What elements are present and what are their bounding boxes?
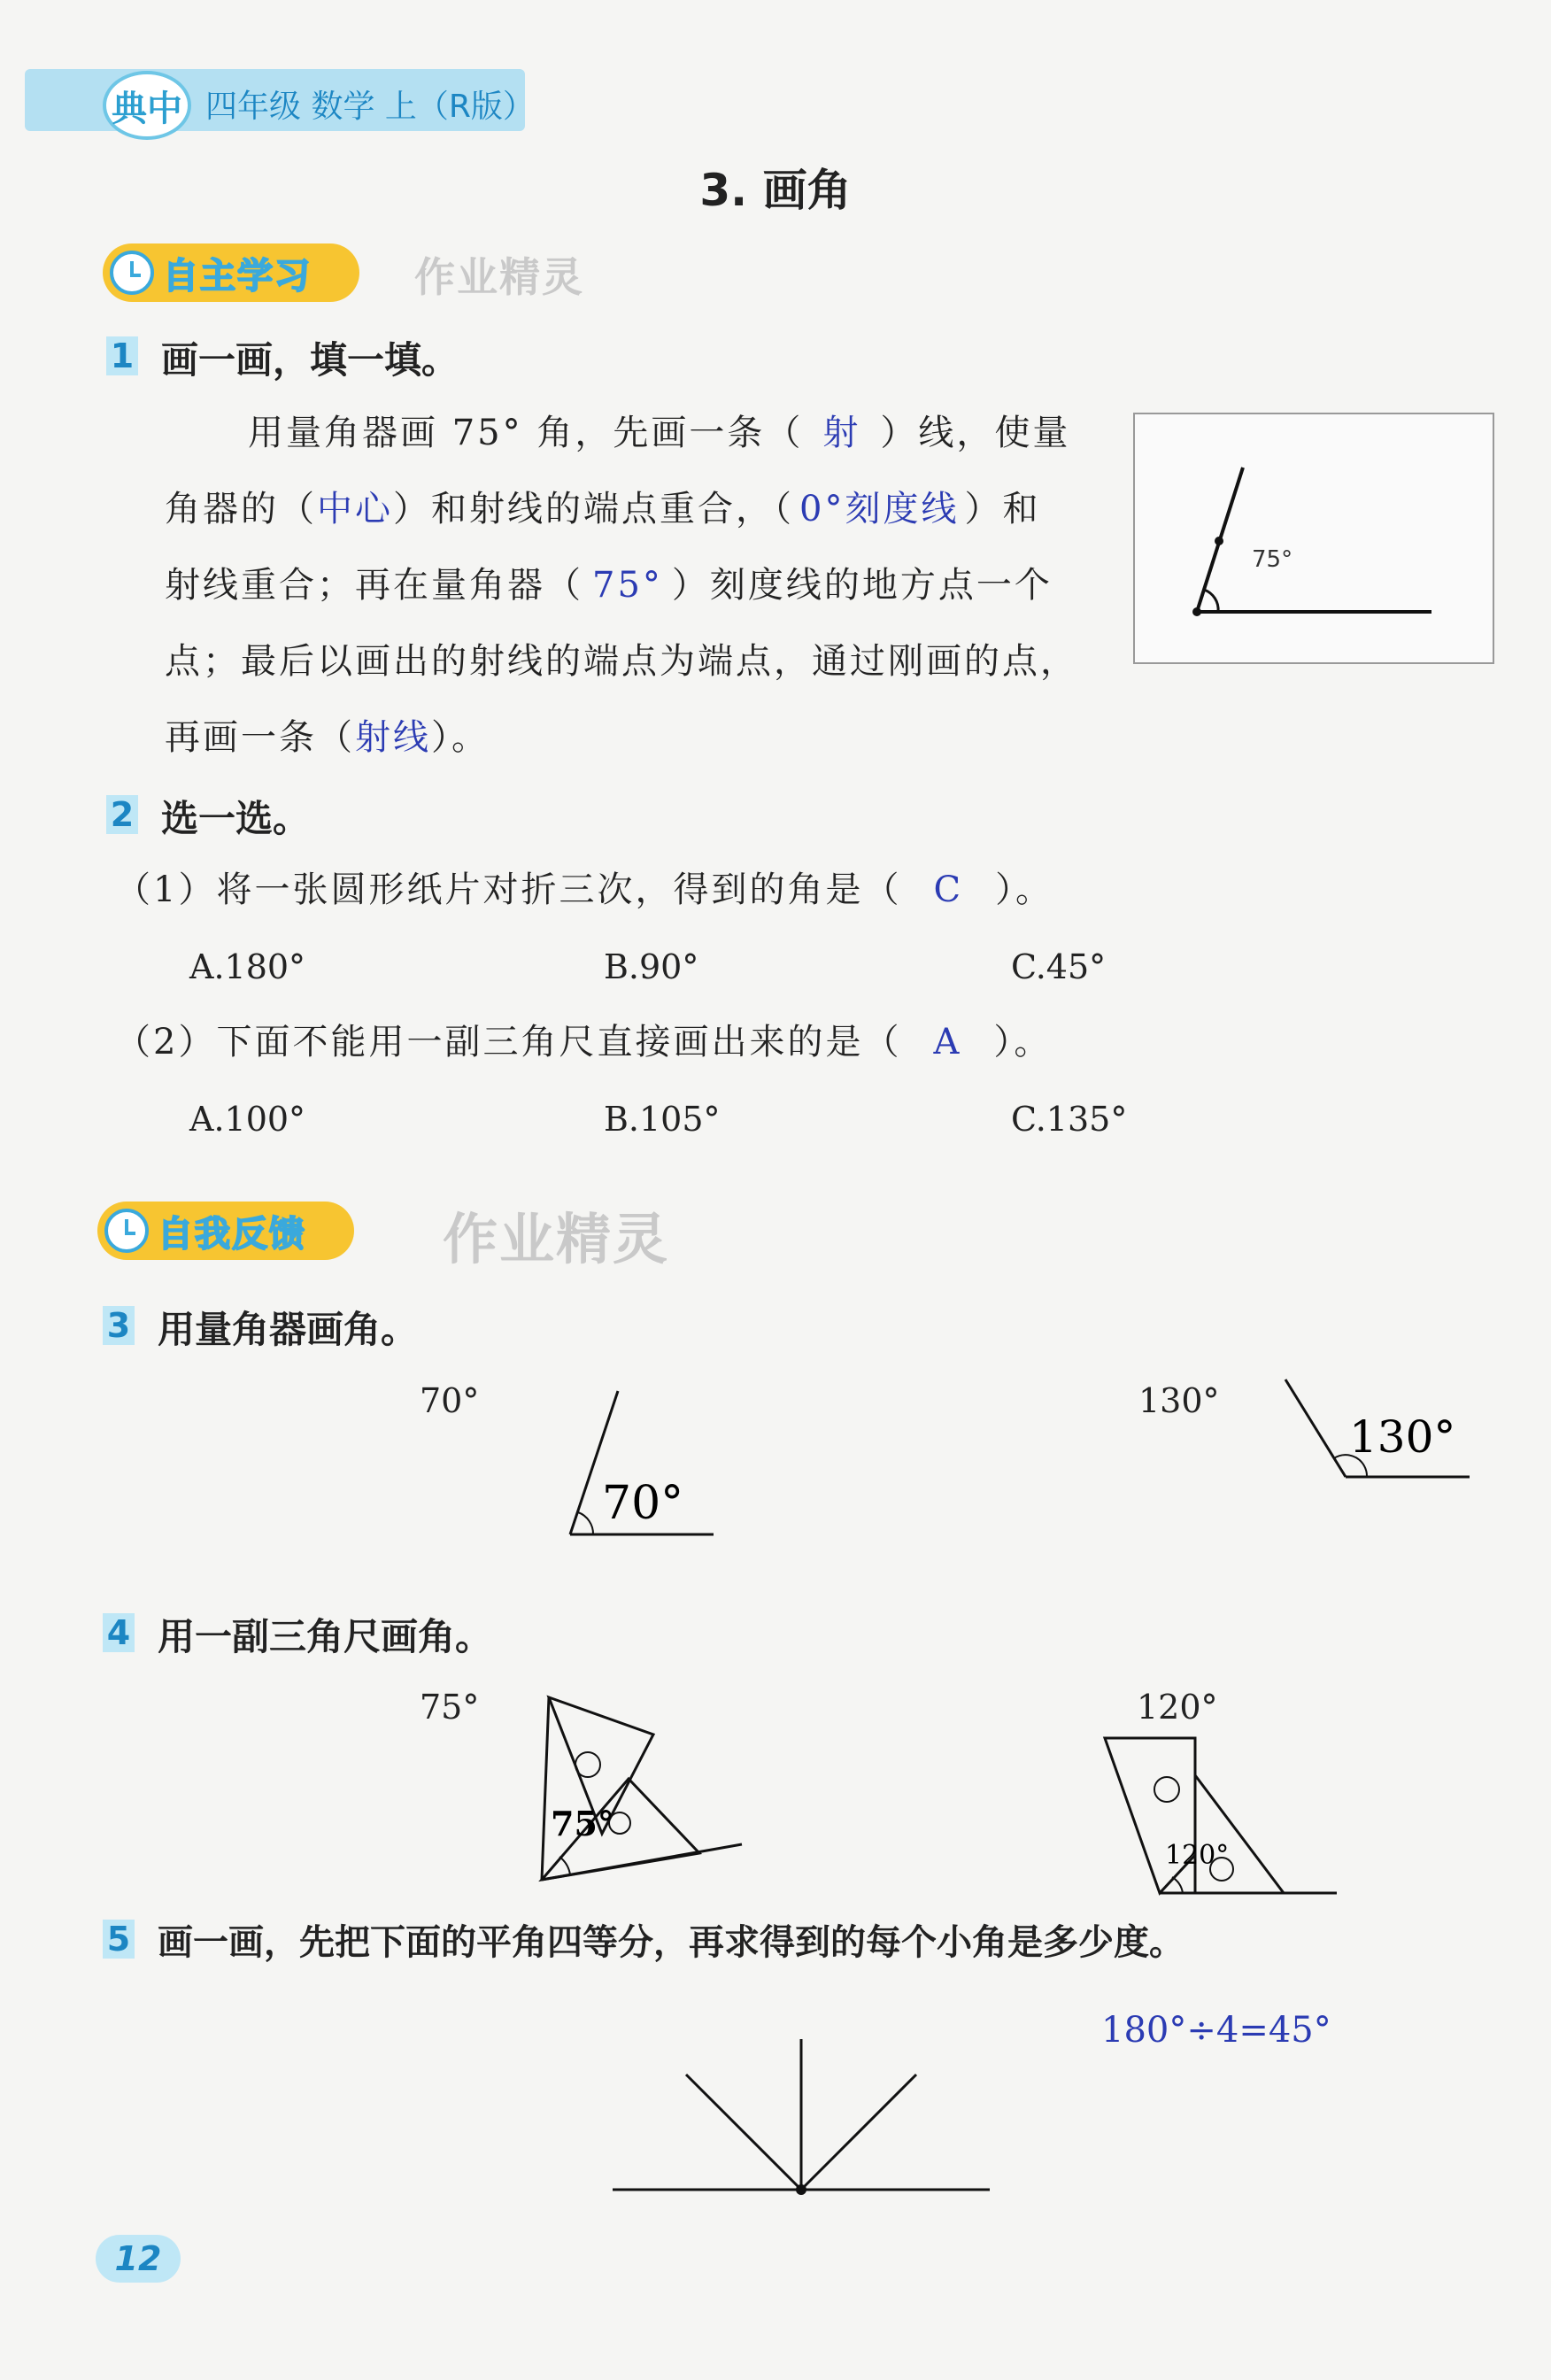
set-square-75-drawing	[531, 1687, 752, 1890]
text: ）线，使量	[880, 413, 1071, 453]
option-a: A.180°	[189, 947, 306, 986]
set-square-120-drawing	[1098, 1731, 1346, 1899]
option-a: A.100°	[189, 1100, 306, 1139]
angle-70-drawing	[549, 1377, 726, 1545]
lesson-title: 3. 画角	[699, 165, 852, 216]
text: 射线重合；再在量角器（	[165, 565, 583, 606]
question-title: 画一画，先把下面的平角四等分，再求得到的每个小角是多少度。	[158, 1922, 1184, 1963]
book-logo: 典中	[103, 71, 191, 140]
page-number: 12	[96, 2235, 181, 2283]
question-number: 2	[106, 795, 138, 834]
angle-label: 75°	[1252, 546, 1293, 573]
angle-prompt-120: 120°	[1137, 1688, 1218, 1727]
text: ）刻度线的地方点一个	[671, 565, 1053, 606]
clock-icon	[110, 251, 154, 295]
section-badge-self-study	[103, 243, 359, 302]
q5-answer: 180°÷4=45°	[1101, 2010, 1331, 2051]
q1-line-4: 点；最后以画出的射线的端点为端点，通过刚画的点，	[165, 641, 1078, 682]
clock-icon	[104, 1209, 149, 1253]
text: 用量角器画 75° 角，先画一条（	[248, 413, 804, 453]
text: ）和射线的端点重合，（	[393, 489, 794, 529]
book-title: 四年级 数学 上（R版）	[205, 89, 535, 125]
q1-line-1	[248, 395, 1070, 471]
answer-75: 75°	[592, 565, 663, 606]
angle-label: 120°	[1165, 1840, 1230, 1871]
answer-zero-mark: 0°刻度线	[799, 489, 960, 529]
angle-130-drawing	[1275, 1372, 1487, 1488]
question-title: 画一画，填一填。	[161, 338, 459, 382]
text: ）。	[995, 869, 1054, 910]
question-title: 用一副三角尺画角。	[158, 1615, 493, 1658]
angle-prompt-70: 70°	[420, 1381, 480, 1420]
question-title: 用量角器画角。	[158, 1308, 419, 1351]
text: （1）将一张圆形纸片对折三次，得到的角是（	[115, 869, 902, 910]
angle-prompt-130: 130°	[1138, 1381, 1220, 1420]
watermark: 作业精灵	[443, 1207, 670, 1271]
answer-ray-line: 射线	[355, 717, 431, 758]
angle-prompt-75: 75°	[420, 1688, 480, 1727]
angle-figure-box	[1133, 413, 1494, 664]
option-b: B.90°	[604, 947, 699, 986]
watermark: 作业精灵	[414, 253, 584, 301]
q2-part-2	[115, 1004, 1052, 1080]
question-number: 3	[103, 1306, 135, 1345]
question-number: 1	[106, 336, 138, 375]
option-c: C.45°	[1011, 947, 1107, 986]
answer-center: 中心	[317, 489, 393, 529]
section-label: 自主学习	[163, 255, 312, 297]
text: 角器的（	[165, 489, 317, 529]
answer-choice: C	[933, 869, 964, 910]
answer-choice: A	[933, 1022, 962, 1062]
angle-label: 70°	[602, 1477, 684, 1530]
angle-label: 75°	[551, 1804, 614, 1843]
text: （2）下面不能用一副三角尺直接画出来的是（	[115, 1022, 902, 1062]
question-number: 4	[103, 1613, 135, 1652]
question-title: 选一选。	[161, 797, 311, 840]
text: 再画一条（	[165, 717, 355, 758]
q1-line-3	[165, 547, 1053, 623]
text: ）。	[993, 1022, 1053, 1062]
straight-angle-quartered	[602, 2032, 1000, 2200]
option-b: B.105°	[604, 1100, 721, 1139]
q1-line-2	[165, 471, 1040, 547]
option-c: C.135°	[1011, 1100, 1128, 1139]
q2-part-1	[115, 852, 1053, 928]
question-number: 5	[103, 1920, 135, 1959]
answer-ray: 射	[822, 413, 861, 453]
text: ）。	[431, 717, 490, 758]
text: ）和	[964, 489, 1041, 529]
angle-label: 130°	[1349, 1411, 1456, 1463]
section-label: 自我反馈	[158, 1213, 306, 1255]
section-badge-self-feedback	[97, 1202, 354, 1260]
angle-75-figure	[1135, 414, 1493, 662]
q1-line-5	[165, 699, 490, 776]
